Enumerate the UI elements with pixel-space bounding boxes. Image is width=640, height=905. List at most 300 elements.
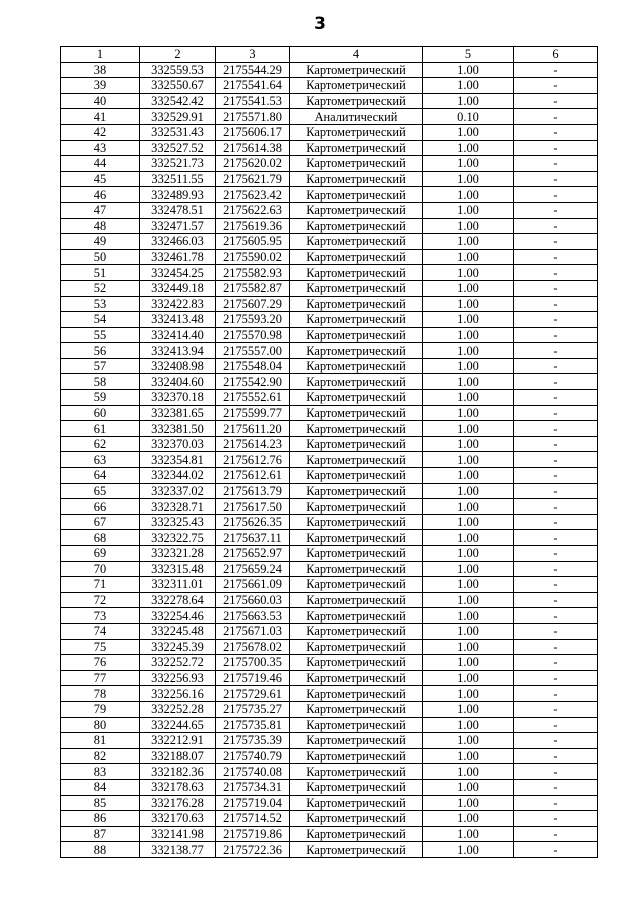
point-number-cell: 76 xyxy=(61,655,140,671)
accuracy-cell: 1.00 xyxy=(423,811,514,827)
point-number-cell: 85 xyxy=(61,795,140,811)
y-coordinate-cell: 2175620.02 xyxy=(216,156,290,172)
method-cell: Картометрический xyxy=(290,608,423,624)
point-number-cell: 58 xyxy=(61,374,140,390)
point-number-cell: 81 xyxy=(61,733,140,749)
accuracy-cell: 1.00 xyxy=(423,639,514,655)
point-number-cell: 61 xyxy=(61,421,140,437)
accuracy-cell: 1.00 xyxy=(423,343,514,359)
accuracy-cell: 1.00 xyxy=(423,327,514,343)
header-cell: 4 xyxy=(290,47,423,63)
description-cell: - xyxy=(514,452,598,468)
accuracy-cell: 1.00 xyxy=(423,390,514,406)
table-row xyxy=(61,218,598,234)
description-cell: - xyxy=(514,483,598,499)
point-number-cell: 50 xyxy=(61,249,140,265)
method-cell: Картометрический xyxy=(290,592,423,608)
x-coordinate-cell: 332521.73 xyxy=(140,156,216,172)
table-row xyxy=(61,686,598,702)
method-cell: Картометрический xyxy=(290,748,423,764)
x-coordinate-cell: 332328.71 xyxy=(140,499,216,515)
method-cell: Аналитический xyxy=(290,109,423,125)
y-coordinate-cell: 2175700.35 xyxy=(216,655,290,671)
accuracy-cell: 1.00 xyxy=(423,670,514,686)
description-cell: - xyxy=(514,187,598,203)
point-number-cell: 51 xyxy=(61,265,140,281)
y-coordinate-cell: 2175571.80 xyxy=(216,109,290,125)
accuracy-cell: 1.00 xyxy=(423,202,514,218)
y-coordinate-cell: 2175740.79 xyxy=(216,748,290,764)
method-cell: Картометрический xyxy=(290,436,423,452)
method-cell: Картометрический xyxy=(290,717,423,733)
table-row xyxy=(61,140,598,156)
x-coordinate-cell: 332182.36 xyxy=(140,764,216,780)
x-coordinate-cell: 332212.91 xyxy=(140,733,216,749)
accuracy-cell: 1.00 xyxy=(423,795,514,811)
x-coordinate-cell: 332559.53 xyxy=(140,62,216,78)
x-coordinate-cell: 332256.93 xyxy=(140,670,216,686)
x-coordinate-cell: 332542.42 xyxy=(140,93,216,109)
y-coordinate-cell: 2175652.97 xyxy=(216,546,290,562)
x-coordinate-cell: 332489.93 xyxy=(140,187,216,203)
point-number-cell: 63 xyxy=(61,452,140,468)
table-row xyxy=(61,514,598,530)
point-number-cell: 40 xyxy=(61,93,140,109)
method-cell: Картометрический xyxy=(290,187,423,203)
description-cell: - xyxy=(514,623,598,639)
x-coordinate-cell: 332422.83 xyxy=(140,296,216,312)
description-cell: - xyxy=(514,717,598,733)
x-coordinate-cell: 332408.98 xyxy=(140,358,216,374)
accuracy-cell: 1.00 xyxy=(423,701,514,717)
point-number-cell: 59 xyxy=(61,390,140,406)
accuracy-cell: 1.00 xyxy=(423,436,514,452)
accuracy-cell: 1.00 xyxy=(423,764,514,780)
accuracy-cell: 1.00 xyxy=(423,124,514,140)
x-coordinate-cell: 332454.25 xyxy=(140,265,216,281)
x-coordinate-cell: 332381.50 xyxy=(140,421,216,437)
accuracy-cell: 1.00 xyxy=(423,514,514,530)
accuracy-cell: 1.00 xyxy=(423,280,514,296)
y-coordinate-cell: 2175734.31 xyxy=(216,779,290,795)
description-cell: - xyxy=(514,171,598,187)
table-row xyxy=(61,608,598,624)
method-cell: Картометрический xyxy=(290,623,423,639)
y-coordinate-cell: 2175719.86 xyxy=(216,826,290,842)
method-cell: Картометрический xyxy=(290,452,423,468)
x-coordinate-cell: 332337.02 xyxy=(140,483,216,499)
y-coordinate-cell: 2175614.38 xyxy=(216,140,290,156)
accuracy-cell: 1.00 xyxy=(423,561,514,577)
point-number-cell: 52 xyxy=(61,280,140,296)
method-cell: Картометрический xyxy=(290,733,423,749)
point-number-cell: 62 xyxy=(61,436,140,452)
accuracy-cell: 1.00 xyxy=(423,468,514,484)
accuracy-cell: 1.00 xyxy=(423,156,514,172)
accuracy-cell: 1.00 xyxy=(423,78,514,94)
accuracy-cell: 1.00 xyxy=(423,405,514,421)
method-cell: Картометрический xyxy=(290,795,423,811)
x-coordinate-cell: 332170.63 xyxy=(140,811,216,827)
point-number-cell: 39 xyxy=(61,78,140,94)
table-row xyxy=(61,639,598,655)
accuracy-cell: 1.00 xyxy=(423,249,514,265)
description-cell: - xyxy=(514,390,598,406)
y-coordinate-cell: 2175678.02 xyxy=(216,639,290,655)
y-coordinate-cell: 2175570.98 xyxy=(216,327,290,343)
y-coordinate-cell: 2175612.76 xyxy=(216,452,290,468)
method-cell: Картометрический xyxy=(290,779,423,795)
accuracy-cell: 1.00 xyxy=(423,608,514,624)
method-cell: Картометрический xyxy=(290,499,423,515)
header-cell: 1 xyxy=(61,47,140,63)
table-row xyxy=(61,561,598,577)
description-cell: - xyxy=(514,795,598,811)
point-number-cell: 73 xyxy=(61,608,140,624)
table-row xyxy=(61,483,598,499)
method-cell: Картометрический xyxy=(290,280,423,296)
y-coordinate-cell: 2175617.50 xyxy=(216,499,290,515)
accuracy-cell: 1.00 xyxy=(423,171,514,187)
x-coordinate-cell: 332176.28 xyxy=(140,795,216,811)
y-coordinate-cell: 2175548.04 xyxy=(216,358,290,374)
accuracy-cell: 1.00 xyxy=(423,62,514,78)
y-coordinate-cell: 2175542.90 xyxy=(216,374,290,390)
description-cell: - xyxy=(514,374,598,390)
description-cell: - xyxy=(514,218,598,234)
description-cell: - xyxy=(514,249,598,265)
x-coordinate-cell: 332461.78 xyxy=(140,249,216,265)
point-number-cell: 78 xyxy=(61,686,140,702)
method-cell: Картометрический xyxy=(290,202,423,218)
method-cell: Картометрический xyxy=(290,171,423,187)
accuracy-cell: 1.00 xyxy=(423,623,514,639)
table-row xyxy=(61,452,598,468)
description-cell: - xyxy=(514,234,598,250)
x-coordinate-cell: 332414.40 xyxy=(140,327,216,343)
method-cell: Картометрический xyxy=(290,62,423,78)
x-coordinate-cell: 332511.55 xyxy=(140,171,216,187)
method-cell: Картометрический xyxy=(290,639,423,655)
point-number-cell: 56 xyxy=(61,343,140,359)
accuracy-cell: 1.00 xyxy=(423,421,514,437)
description-cell: - xyxy=(514,296,598,312)
table-row xyxy=(61,78,598,94)
method-cell: Картометрический xyxy=(290,218,423,234)
x-coordinate-cell: 332178.63 xyxy=(140,779,216,795)
method-cell: Картометрический xyxy=(290,421,423,437)
accuracy-cell: 1.00 xyxy=(423,748,514,764)
x-coordinate-cell: 332141.98 xyxy=(140,826,216,842)
description-cell: - xyxy=(514,546,598,562)
table-row xyxy=(61,530,598,546)
x-coordinate-cell: 332531.43 xyxy=(140,124,216,140)
point-number-cell: 38 xyxy=(61,62,140,78)
method-cell: Картометрический xyxy=(290,670,423,686)
x-coordinate-cell: 332344.02 xyxy=(140,468,216,484)
x-coordinate-cell: 332550.67 xyxy=(140,78,216,94)
description-cell: - xyxy=(514,421,598,437)
method-cell: Картометрический xyxy=(290,296,423,312)
x-coordinate-cell: 332413.48 xyxy=(140,312,216,328)
y-coordinate-cell: 2175663.53 xyxy=(216,608,290,624)
y-coordinate-cell: 2175593.20 xyxy=(216,312,290,328)
y-coordinate-cell: 2175611.20 xyxy=(216,421,290,437)
y-coordinate-cell: 2175637.11 xyxy=(216,530,290,546)
description-cell: - xyxy=(514,78,598,94)
table-row xyxy=(61,265,598,281)
point-number-cell: 48 xyxy=(61,218,140,234)
point-number-cell: 57 xyxy=(61,358,140,374)
point-number-cell: 71 xyxy=(61,577,140,593)
accuracy-cell: 1.00 xyxy=(423,187,514,203)
description-cell: - xyxy=(514,436,598,452)
method-cell: Картометрический xyxy=(290,701,423,717)
table-row xyxy=(61,779,598,795)
table-row xyxy=(61,390,598,406)
description-cell: - xyxy=(514,124,598,140)
x-coordinate-cell: 332315.48 xyxy=(140,561,216,577)
table-row xyxy=(61,312,598,328)
y-coordinate-cell: 2175719.04 xyxy=(216,795,290,811)
description-cell: - xyxy=(514,701,598,717)
table-row xyxy=(61,592,598,608)
description-cell: - xyxy=(514,514,598,530)
table-row xyxy=(61,202,598,218)
method-cell: Картометрический xyxy=(290,483,423,499)
method-cell: Картометрический xyxy=(290,826,423,842)
description-cell: - xyxy=(514,670,598,686)
point-number-cell: 84 xyxy=(61,779,140,795)
table-row xyxy=(61,670,598,686)
description-cell: - xyxy=(514,577,598,593)
method-cell: Картометрический xyxy=(290,265,423,281)
point-number-cell: 66 xyxy=(61,499,140,515)
x-coordinate-cell: 332256.16 xyxy=(140,686,216,702)
coordinates-table xyxy=(60,46,598,858)
description-cell: - xyxy=(514,811,598,827)
table-row xyxy=(61,577,598,593)
y-coordinate-cell: 2175619.36 xyxy=(216,218,290,234)
table-header-row xyxy=(61,47,598,63)
y-coordinate-cell: 2175719.46 xyxy=(216,670,290,686)
description-cell: - xyxy=(514,779,598,795)
method-cell: Картометрический xyxy=(290,577,423,593)
method-cell: Картометрический xyxy=(290,327,423,343)
description-cell: - xyxy=(514,343,598,359)
method-cell: Картометрический xyxy=(290,124,423,140)
description-cell: - xyxy=(514,592,598,608)
method-cell: Картометрический xyxy=(290,390,423,406)
table-row xyxy=(61,109,598,125)
y-coordinate-cell: 2175557.00 xyxy=(216,343,290,359)
y-coordinate-cell: 2175671.03 xyxy=(216,623,290,639)
x-coordinate-cell: 332188.07 xyxy=(140,748,216,764)
table-row xyxy=(61,156,598,172)
table-row xyxy=(61,421,598,437)
y-coordinate-cell: 2175544.29 xyxy=(216,62,290,78)
point-number-cell: 80 xyxy=(61,717,140,733)
accuracy-cell: 1.00 xyxy=(423,577,514,593)
description-cell: - xyxy=(514,686,598,702)
x-coordinate-cell: 332527.52 xyxy=(140,140,216,156)
point-number-cell: 68 xyxy=(61,530,140,546)
description-cell: - xyxy=(514,842,598,858)
y-coordinate-cell: 2175621.79 xyxy=(216,171,290,187)
accuracy-cell: 1.00 xyxy=(423,140,514,156)
accuracy-cell: 1.00 xyxy=(423,733,514,749)
accuracy-cell: 1.00 xyxy=(423,312,514,328)
x-coordinate-cell: 332413.94 xyxy=(140,343,216,359)
table-row xyxy=(61,842,598,858)
x-coordinate-cell: 332321.28 xyxy=(140,546,216,562)
description-cell: - xyxy=(514,265,598,281)
accuracy-cell: 1.00 xyxy=(423,779,514,795)
accuracy-cell: 1.00 xyxy=(423,483,514,499)
description-cell: - xyxy=(514,312,598,328)
description-cell: - xyxy=(514,530,598,546)
x-coordinate-cell: 332254.46 xyxy=(140,608,216,624)
point-number-cell: 55 xyxy=(61,327,140,343)
description-cell: - xyxy=(514,156,598,172)
y-coordinate-cell: 2175740.08 xyxy=(216,764,290,780)
table-row xyxy=(61,655,598,671)
accuracy-cell: 1.00 xyxy=(423,234,514,250)
x-coordinate-cell: 332370.03 xyxy=(140,436,216,452)
method-cell: Картометрический xyxy=(290,468,423,484)
y-coordinate-cell: 2175735.39 xyxy=(216,733,290,749)
accuracy-cell: 0.10 xyxy=(423,109,514,125)
table-row xyxy=(61,468,598,484)
y-coordinate-cell: 2175659.24 xyxy=(216,561,290,577)
page-number: 3 xyxy=(314,14,326,34)
accuracy-cell: 1.00 xyxy=(423,93,514,109)
table-body xyxy=(61,62,598,857)
method-cell: Картометрический xyxy=(290,312,423,328)
table-row xyxy=(61,764,598,780)
table-row xyxy=(61,701,598,717)
x-coordinate-cell: 332278.64 xyxy=(140,592,216,608)
description-cell: - xyxy=(514,499,598,515)
method-cell: Картометрический xyxy=(290,530,423,546)
table-row xyxy=(61,343,598,359)
table-row xyxy=(61,93,598,109)
point-number-cell: 45 xyxy=(61,171,140,187)
y-coordinate-cell: 2175582.87 xyxy=(216,280,290,296)
x-coordinate-cell: 332471.57 xyxy=(140,218,216,234)
description-cell: - xyxy=(514,655,598,671)
description-cell: - xyxy=(514,358,598,374)
description-cell: - xyxy=(514,561,598,577)
accuracy-cell: 1.00 xyxy=(423,592,514,608)
point-number-cell: 77 xyxy=(61,670,140,686)
method-cell: Картометрический xyxy=(290,249,423,265)
y-coordinate-cell: 2175552.61 xyxy=(216,390,290,406)
accuracy-cell: 1.00 xyxy=(423,842,514,858)
x-coordinate-cell: 332252.72 xyxy=(140,655,216,671)
accuracy-cell: 1.00 xyxy=(423,374,514,390)
header-cell: 2 xyxy=(140,47,216,63)
description-cell: - xyxy=(514,826,598,842)
point-number-cell: 79 xyxy=(61,701,140,717)
accuracy-cell: 1.00 xyxy=(423,499,514,515)
description-cell: - xyxy=(514,93,598,109)
accuracy-cell: 1.00 xyxy=(423,717,514,733)
point-number-cell: 70 xyxy=(61,561,140,577)
table-row xyxy=(61,171,598,187)
point-number-cell: 69 xyxy=(61,546,140,562)
y-coordinate-cell: 2175714.52 xyxy=(216,811,290,827)
point-number-cell: 82 xyxy=(61,748,140,764)
table-row xyxy=(61,405,598,421)
header-cell: 3 xyxy=(216,47,290,63)
accuracy-cell: 1.00 xyxy=(423,655,514,671)
description-cell: - xyxy=(514,608,598,624)
header-cell: 6 xyxy=(514,47,598,63)
accuracy-cell: 1.00 xyxy=(423,546,514,562)
description-cell: - xyxy=(514,764,598,780)
description-cell: - xyxy=(514,405,598,421)
table-row xyxy=(61,826,598,842)
method-cell: Картометрический xyxy=(290,93,423,109)
y-coordinate-cell: 2175722.36 xyxy=(216,842,290,858)
method-cell: Картометрический xyxy=(290,546,423,562)
table-row xyxy=(61,280,598,296)
table-row xyxy=(61,795,598,811)
table-row xyxy=(61,748,598,764)
point-number-cell: 41 xyxy=(61,109,140,125)
y-coordinate-cell: 2175623.42 xyxy=(216,187,290,203)
y-coordinate-cell: 2175661.09 xyxy=(216,577,290,593)
table-row xyxy=(61,374,598,390)
method-cell: Картометрический xyxy=(290,358,423,374)
x-coordinate-cell: 332311.01 xyxy=(140,577,216,593)
x-coordinate-cell: 332244.65 xyxy=(140,717,216,733)
x-coordinate-cell: 332466.03 xyxy=(140,234,216,250)
point-number-cell: 53 xyxy=(61,296,140,312)
description-cell: - xyxy=(514,327,598,343)
y-coordinate-cell: 2175622.63 xyxy=(216,202,290,218)
x-coordinate-cell: 332404.60 xyxy=(140,374,216,390)
method-cell: Картометрический xyxy=(290,561,423,577)
method-cell: Картометрический xyxy=(290,811,423,827)
table-row xyxy=(61,187,598,203)
y-coordinate-cell: 2175614.23 xyxy=(216,436,290,452)
x-coordinate-cell: 332354.81 xyxy=(140,452,216,468)
y-coordinate-cell: 2175590.02 xyxy=(216,249,290,265)
y-coordinate-cell: 2175735.27 xyxy=(216,701,290,717)
table-row xyxy=(61,358,598,374)
description-cell: - xyxy=(514,280,598,296)
point-number-cell: 64 xyxy=(61,468,140,484)
description-cell: - xyxy=(514,62,598,78)
point-number-cell: 54 xyxy=(61,312,140,328)
method-cell: Картометрический xyxy=(290,764,423,780)
x-coordinate-cell: 332370.18 xyxy=(140,390,216,406)
method-cell: Картометрический xyxy=(290,78,423,94)
y-coordinate-cell: 2175606.17 xyxy=(216,124,290,140)
table-row xyxy=(61,436,598,452)
y-coordinate-cell: 2175626.35 xyxy=(216,514,290,530)
table-row xyxy=(61,62,598,78)
method-cell: Картометрический xyxy=(290,405,423,421)
point-number-cell: 87 xyxy=(61,826,140,842)
method-cell: Картометрический xyxy=(290,234,423,250)
y-coordinate-cell: 2175541.64 xyxy=(216,78,290,94)
x-coordinate-cell: 332381.65 xyxy=(140,405,216,421)
x-coordinate-cell: 332245.39 xyxy=(140,639,216,655)
table-row xyxy=(61,327,598,343)
